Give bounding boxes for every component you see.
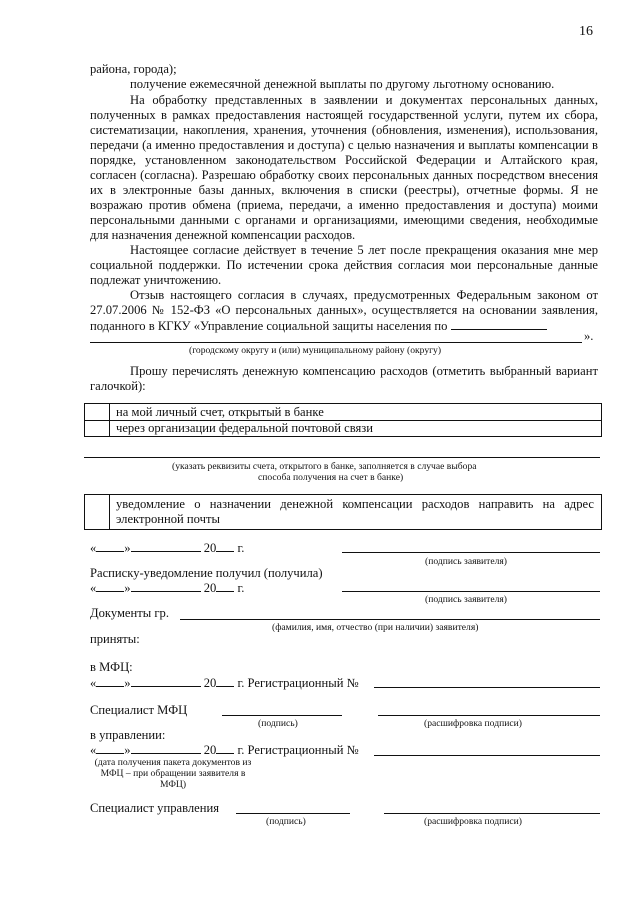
applicant-signature-caption-1: (подпись заявителя) [425, 556, 508, 567]
mfc-date-year[interactable] [216, 675, 234, 687]
consent-text-block [90, 93, 598, 334]
mfc-date-day[interactable] [96, 675, 124, 687]
fio-caption: (фамилия, имя, отчество (при наличии) заявителя) [272, 622, 479, 633]
date-2-year[interactable] [216, 580, 234, 592]
mfc-decoding-caption: (расшифровка подписи) [424, 718, 522, 729]
receipt-label: Расписку-уведомление получил (получила) [90, 566, 323, 580]
district-input-line[interactable] [451, 318, 547, 330]
intro-line-1: района, города); [90, 62, 177, 76]
mfc-signature-caption: (подпись) [258, 718, 298, 729]
account-caption-2: способа получения на счет в банке) [258, 472, 404, 483]
documents-label: Документы гр. [90, 606, 169, 620]
date-1-year[interactable] [216, 540, 234, 552]
mfc-reg-number-line[interactable] [374, 687, 600, 688]
office-date-row: « » 20 г. Регистрационный № [90, 743, 359, 757]
date-1: « » 20 г. [90, 541, 245, 555]
office-specialist-signature-line[interactable] [236, 813, 350, 814]
mfc-date-month[interactable] [131, 675, 201, 687]
date-2-day[interactable] [96, 580, 124, 592]
payment-request: Прошу перечислять денежную компенсацию расходов (отметить выбранный вариант галочкой): [90, 364, 598, 393]
page-number: 16 [579, 24, 593, 39]
office-date-day[interactable] [96, 742, 124, 754]
email-checkbox-divider [109, 495, 110, 529]
date-1-month[interactable] [131, 540, 201, 552]
mfc-label: в МФЦ: [90, 660, 133, 674]
validity-paragraph: Настоящее согласие действует в течение 5 лет после прекращения оказания мне мер социальной поддержки. По истечении срока действия согласия мои персональные данные подлежат уничтожению. [90, 243, 598, 287]
payment-options-table [84, 403, 602, 437]
office-specialist-decoding-line[interactable] [384, 813, 600, 814]
withdrawal-paragraph [90, 288, 598, 334]
office-specialist-label: Специалист управления [90, 801, 220, 815]
mfc-specialist-decoding-line[interactable] [378, 715, 600, 716]
package-date-caption: (дата получения пакета документов из МФЦ – при обращении заявителя в МФЦ) [94, 757, 252, 790]
applicant-fio-line[interactable] [180, 619, 600, 620]
district-line[interactable] [90, 342, 582, 343]
mfc-specialist-label: Специалист МФЦ [90, 703, 188, 717]
office-signature-caption: (подпись) [266, 816, 306, 827]
consent-paragraph: На обработку представленных в заявлении и документах персональных данных, полученных в рамках предоставления настоящей государственной услуги, путем их сбора, систематизации, накопления, хранения, уточнения (обновления, изменения), использования, передачи (а именно предоставления и доступа) с целью назначения и выплаты компенсации в порядке, установленном законодательством Российской Федерации и Алтайского края, согласен (согласна). Разрешаю обработку своих персональных данных посредством внесения их в электронные базы данных, включения в списки (реестры), отчетные формы. Я не возражаю против обмена (приема, передачи, а именно предоставления и доступа) моими персональными данными с органами и организациями, имеющими сведения, необходимые для назначения денежной компенсации расходов. [90, 93, 598, 242]
accepted-label: приняты: [90, 632, 140, 646]
option-bank-account[interactable]: на мой личный счет, открытый в банке [116, 405, 324, 419]
office-label: в управлении: [90, 728, 166, 742]
applicant-signature-caption-2: (подпись заявителя) [425, 594, 508, 605]
account-caption-1: (указать реквизиты счета, открытого в банке, заполняется в случае выбора [172, 461, 477, 472]
email-option-box [84, 494, 602, 530]
office-date-month[interactable] [131, 742, 201, 754]
option-post-office[interactable]: через организации федеральной почтовой связи [116, 421, 373, 435]
checkbox-post-office[interactable] [85, 421, 109, 436]
account-details-line[interactable] [84, 457, 600, 458]
date-1-day[interactable] [96, 540, 124, 552]
office-reg-number-line[interactable] [374, 755, 600, 756]
withdrawal-text: Отзыв настоящего согласия в случаях, предусмотренных Федеральным законом от 27.07.2006 № 152-ФЗ «О персональных данных», осуществляется на основании заявления, поданного в КГКУ «Управление социальной защиты населения по [90, 288, 598, 333]
mfc-date-row: « » 20 г. Регистрационный № [90, 676, 359, 690]
intro-line-2: получение ежемесячной денежной выплаты по другому льготному основанию. [130, 77, 555, 91]
office-decoding-caption: (расшифровка подписи) [424, 816, 522, 827]
district-caption: (городскому округу и (или) муниципальному району (округу) [189, 345, 442, 356]
applicant-signature-line-2[interactable] [342, 591, 600, 592]
withdrawal-close: ». [584, 329, 594, 343]
checkbox-email[interactable] [85, 495, 109, 529]
payment-request-block [90, 364, 598, 394]
office-date-year[interactable] [216, 742, 234, 754]
applicant-signature-line-1[interactable] [342, 552, 600, 553]
email-option-text[interactable]: уведомление о назначении денежной компенсации расходов направить на адрес электронной почты [116, 497, 594, 526]
checkbox-bank-account[interactable] [85, 404, 109, 420]
date-2: « » 20 г. [90, 581, 245, 595]
date-2-month[interactable] [131, 580, 201, 592]
mfc-specialist-signature-line[interactable] [222, 715, 342, 716]
